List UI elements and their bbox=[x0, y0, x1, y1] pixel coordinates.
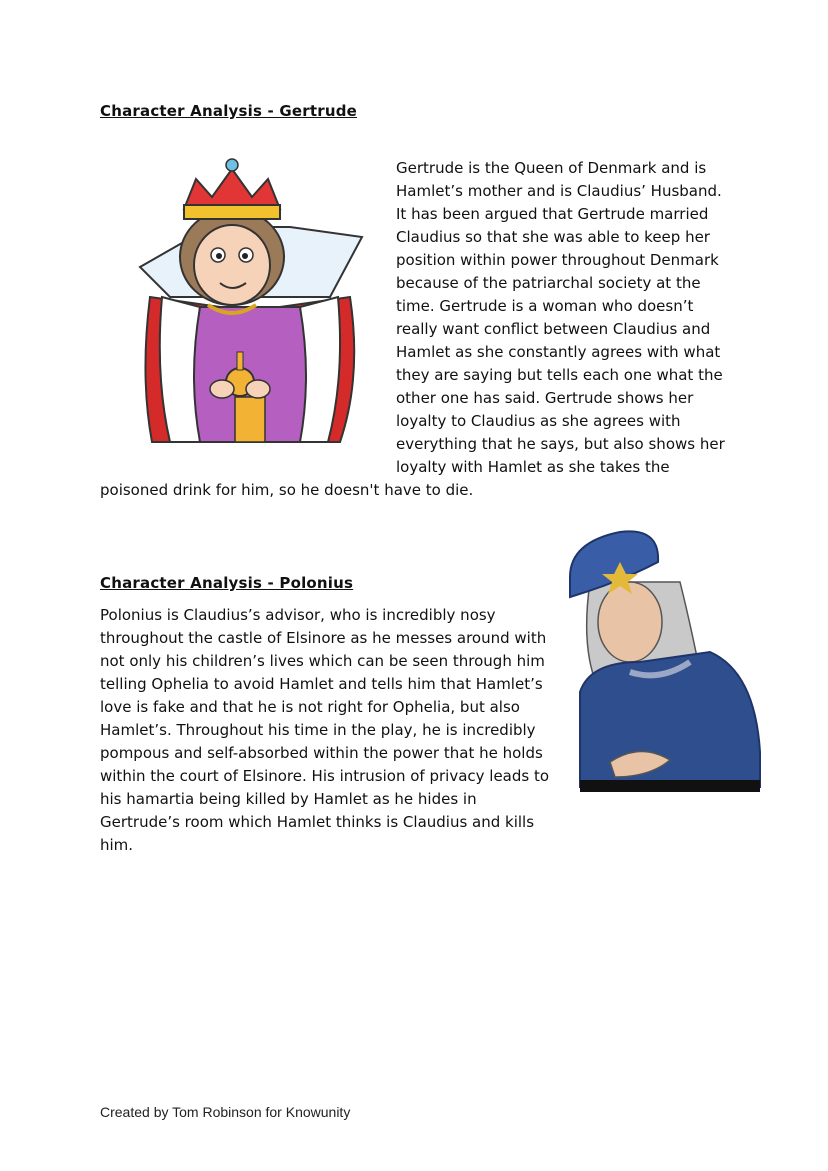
gertrude-section bbox=[100, 157, 730, 502]
gertrude-heading: Character Analysis - Gertrude bbox=[100, 102, 358, 120]
polonius-paragraph: Polonius is Claudius’s advisor, who is incredibly nosy throughout the castle of Elsinore as he messes around with not only his children’s lives which can be seen through him telling Ophelia to avoid Hamlet and tells him that Hamlet’s love is fake and that he is not right for Ophelia, but also Hamlet’s. Throughout his time in the play, he is incredibly pompous and self-absorbed within the power that he holds within the court of Elsinore. His intrusion of privacy leads to his hamartia being killed by Hamlet as he hides in Gertrude’s room which Hamlet thinks is Claudius and kills him. bbox=[100, 606, 550, 854]
polonius-heading: Character Analysis - Polonius bbox=[100, 574, 354, 592]
footer-credit: Created by Tom Robinson for Knowunity bbox=[100, 1104, 351, 1120]
gertrude-illustration bbox=[100, 157, 396, 457]
gertrude-paragraph: Gertrude is the Queen of Denmark and is Hamlet’s mother and is Claudius’ Husband. It has been argued that Gertrude married Claudius so that she was able to keep her position within power throughout Denmark because of the patriarchal society at the time. Gertrude is a woman who doesn’t really want conflict between Claudius and Hamlet as she constantly agrees with what they are saying but tells each one what the other one has said. Gertrude shows her loyalty to Claudius as she agrees with everything that he says, but also shows her loyalty with Hamlet as she takes the poisoned drink for him, so he doesn't have to die. bbox=[100, 159, 725, 499]
polonius-illustration bbox=[560, 522, 762, 792]
